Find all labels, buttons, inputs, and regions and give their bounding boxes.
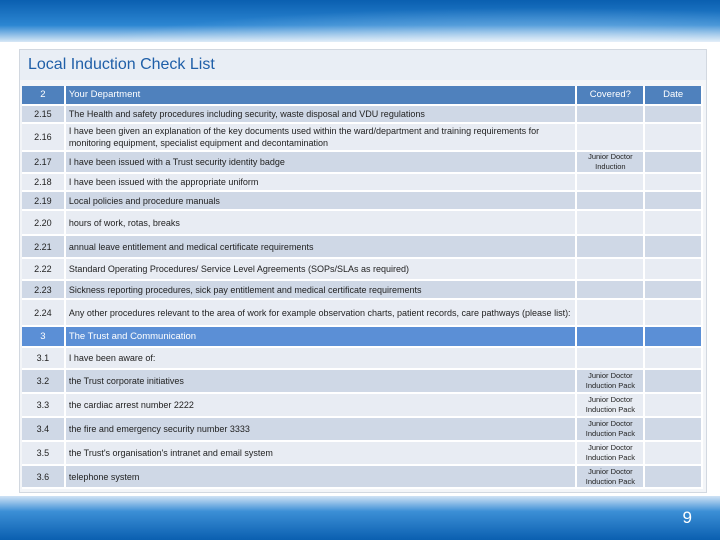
row-covered: Junior Doctor Induction Pack [577,442,645,466]
row-date [645,174,703,192]
row-covered [577,281,645,300]
row-description: I have been issued with the appropriate uniform [66,174,578,192]
row-date [645,124,703,152]
table-row [22,236,703,259]
row-description: telephone system [66,466,578,489]
row-date [645,281,703,300]
row-date [645,211,703,236]
row-date [645,394,703,418]
row-covered [577,300,645,327]
row-date [645,300,703,327]
row-description: the cardiac arrest number 2222 [66,394,578,418]
row-date [645,236,703,259]
row-date [645,152,703,174]
row-date [645,259,703,281]
row-number: 3.5 [22,442,66,466]
row-covered: Junior Doctor Induction [577,152,645,174]
row-date [645,192,703,211]
row-description: the fire and emergency security number 3333 [66,418,578,442]
row-description: The Trust and Communication [66,327,578,348]
table-row [22,466,703,489]
row-covered [577,174,645,192]
row-covered [577,211,645,236]
row-covered: Junior Doctor Induction Pack [577,418,645,442]
row-number: 2.16 [22,124,66,152]
row-covered [577,106,645,124]
row-covered [577,124,645,152]
row-description: Standard Operating Procedures/ Service Level Agreements (SOPs/SLAs as required) [66,259,578,281]
table-row [22,174,703,192]
row-description: Any other procedures relevant to the area of work for example observation charts, patient records, care pathways (please list): [66,300,578,327]
section-header-row [22,327,703,348]
row-date [645,370,703,394]
row-number: 2.23 [22,281,66,300]
header-label: Your Department [66,86,578,106]
row-number: 2.18 [22,174,66,192]
row-covered: Junior Doctor Induction Pack [577,466,645,489]
row-covered: Junior Doctor Induction Pack [577,370,645,394]
row-number: 3.6 [22,466,66,489]
table-row [22,106,703,124]
table-row [22,348,703,370]
row-number: 2.24 [22,300,66,327]
top-banner [0,0,720,42]
row-date [645,106,703,124]
checklist-table [22,86,703,489]
row-description: I have been aware of: [66,348,578,370]
row-number: 3.4 [22,418,66,442]
row-covered [577,192,645,211]
row-covered: Junior Doctor Induction Pack [577,394,645,418]
row-description: I have been given an explanation of the key documents used within the ward/department and training requirements for monitoring equipment, specialist equipment and decontamination [66,124,578,152]
row-description: The Health and safety procedures including security, waste disposal and VDU regulations [66,106,578,124]
row-description: annual leave entitlement and medical certificate requirements [66,236,578,259]
row-description: the Trust corporate initiatives [66,370,578,394]
row-description: Local policies and procedure manuals [66,192,578,211]
row-number: 2.20 [22,211,66,236]
table-row [22,418,703,442]
page-number: 9 [682,508,692,527]
row-covered [577,236,645,259]
row-date [645,327,703,348]
row-number: 2.17 [22,152,66,174]
row-number: 2.15 [22,106,66,124]
table-row [22,442,703,466]
bottom-banner [0,496,720,540]
table-row [22,211,703,236]
table-row [22,192,703,211]
row-description: I have been issued with a Trust security identity badge [66,152,578,174]
header-date: Date [645,86,703,106]
table-row [22,124,703,152]
table-row [22,152,703,174]
row-covered [577,327,645,348]
row-date [645,442,703,466]
row-number: 3.1 [22,348,66,370]
row-covered [577,259,645,281]
row-description: Sickness reporting procedures, sick pay entitlement and medical certificate requirements [66,281,578,300]
row-date [645,348,703,370]
row-number: 2.19 [22,192,66,211]
title-bar [19,49,707,81]
row-date [645,466,703,489]
row-number: 3 [22,327,66,348]
table-row [22,281,703,300]
table-header-row [22,86,703,106]
row-number: 2.21 [22,236,66,259]
header-num: 2 [22,86,66,106]
header-covered: Covered? [577,86,645,106]
table-row [22,370,703,394]
page-title: Local Induction Check List [28,56,215,73]
row-description: the Trust's organisation's intranet and email system [66,442,578,466]
row-number: 2.22 [22,259,66,281]
row-covered [577,348,645,370]
table-row [22,300,703,327]
table-row [22,259,703,281]
row-number: 3.3 [22,394,66,418]
row-number: 3.2 [22,370,66,394]
table-row [22,394,703,418]
row-description: hours of work, rotas, breaks [66,211,578,236]
row-date [645,418,703,442]
